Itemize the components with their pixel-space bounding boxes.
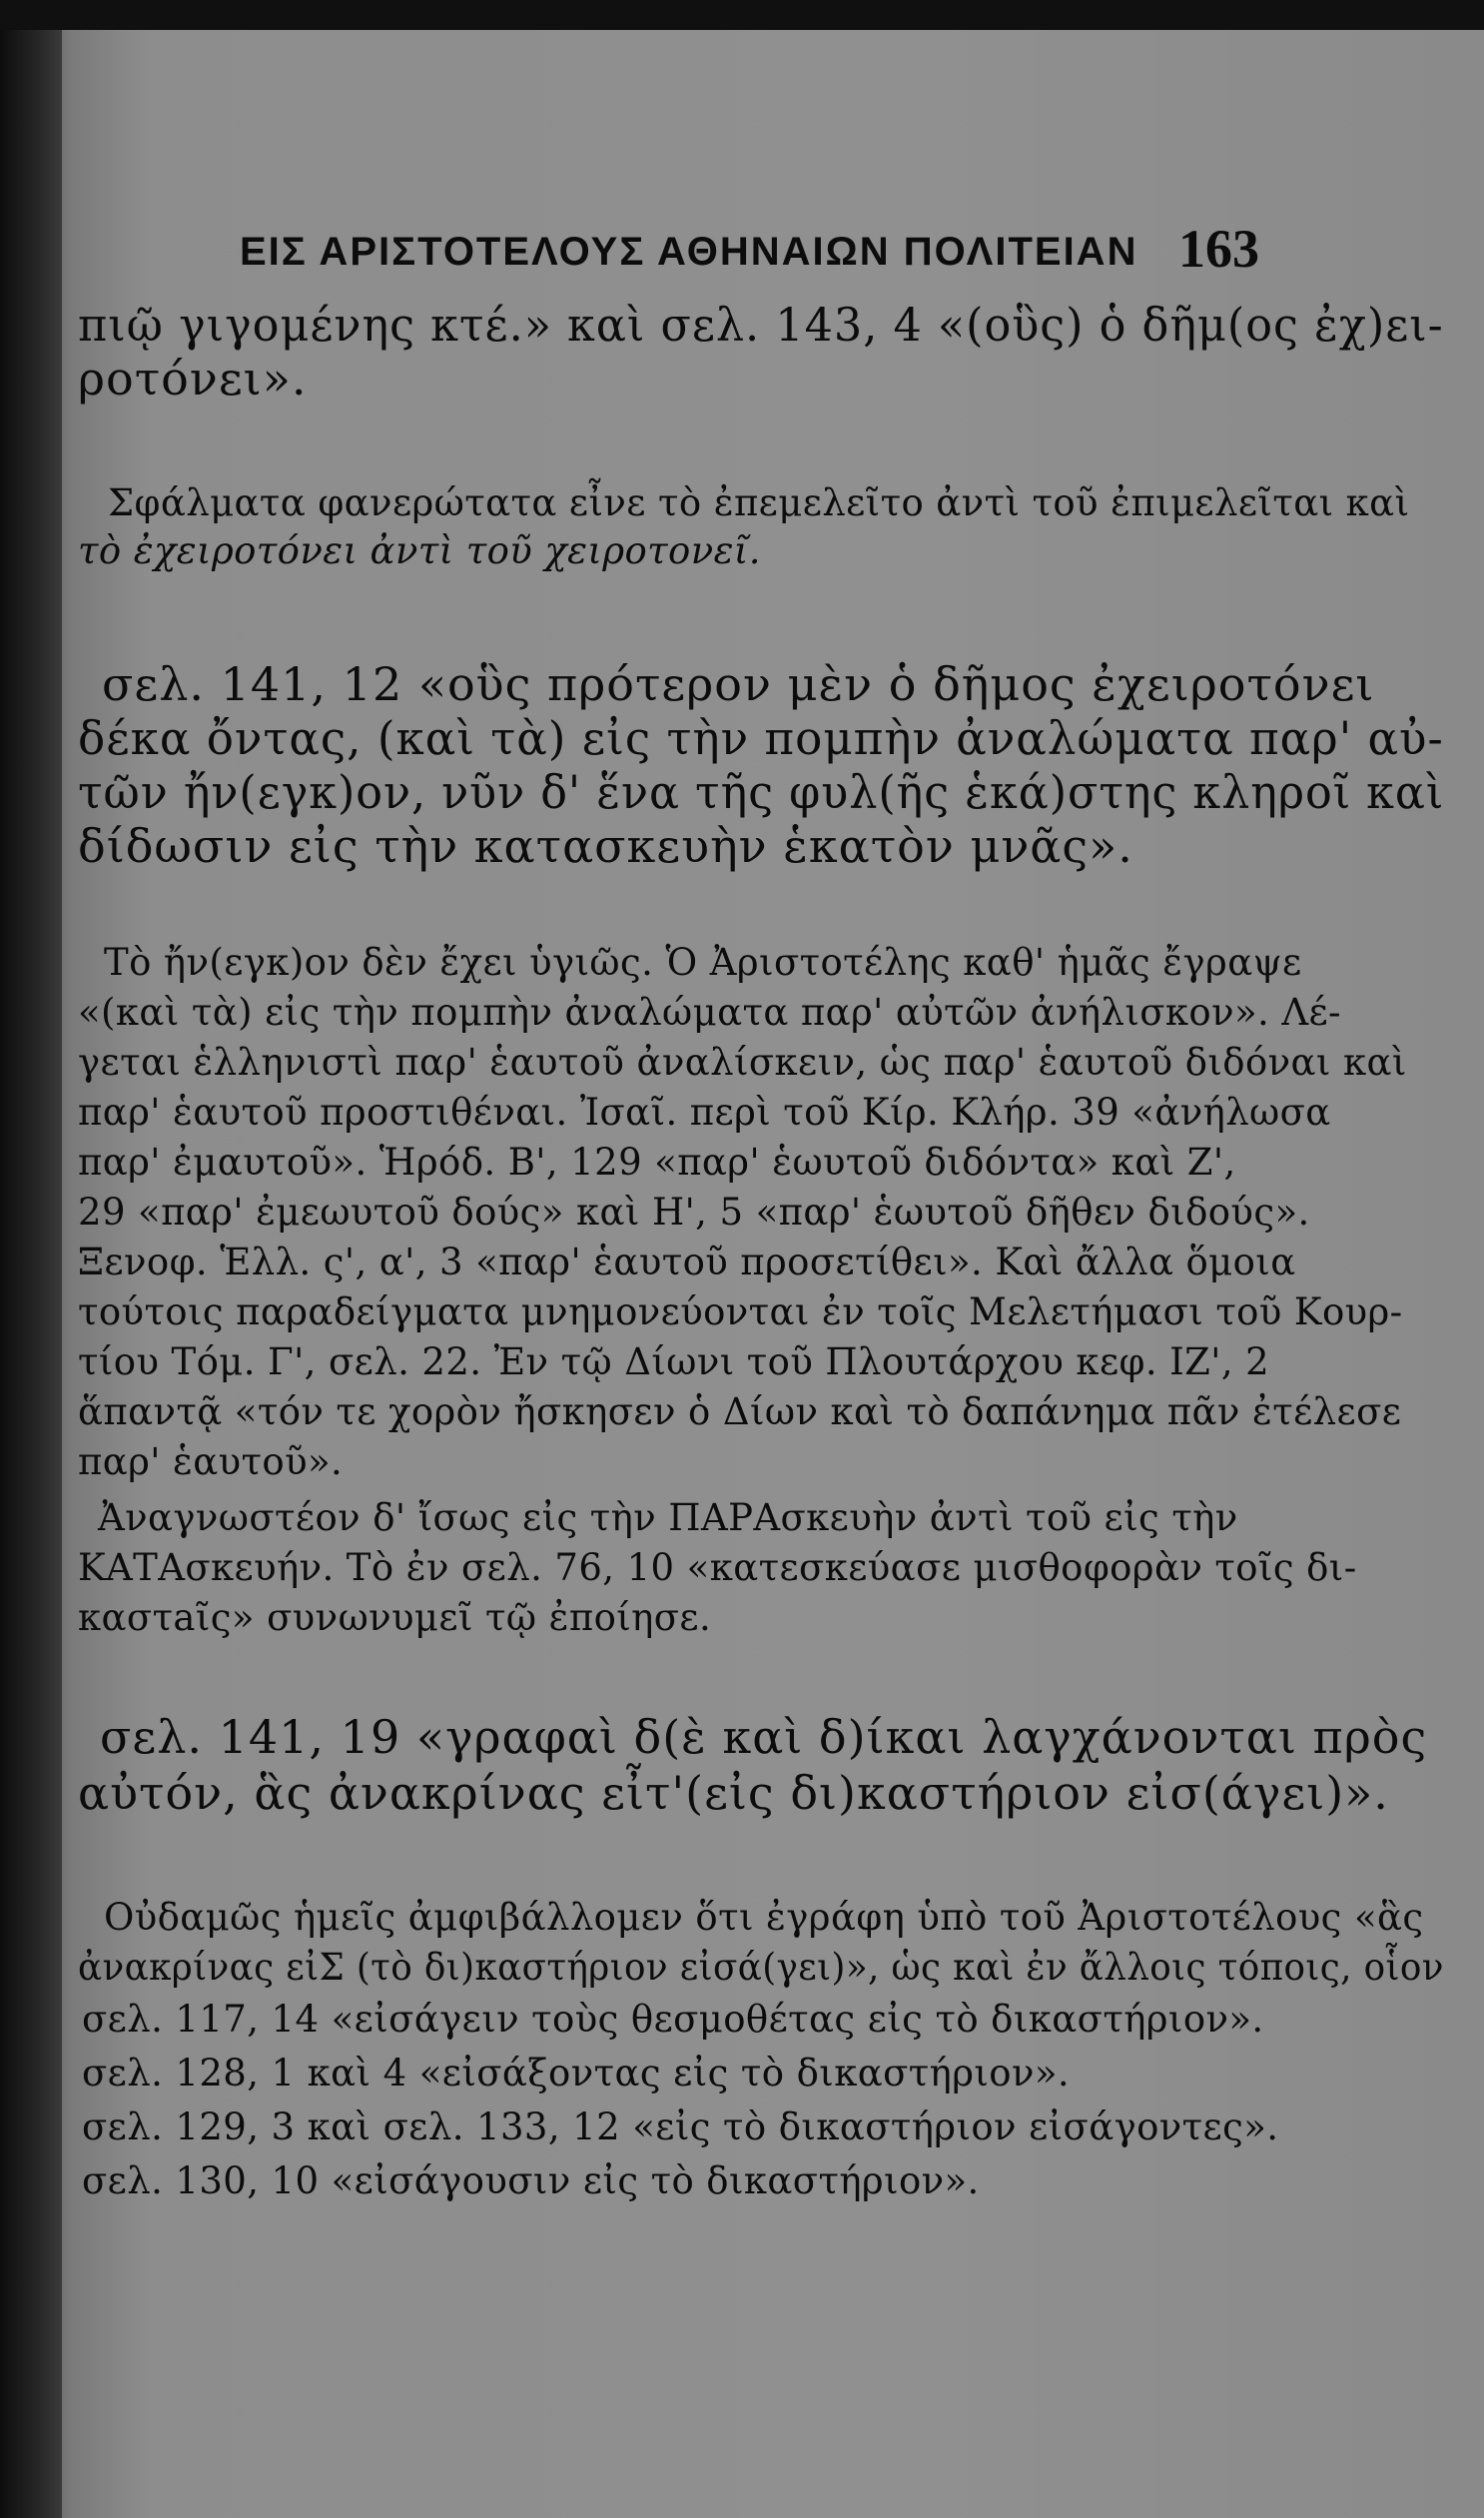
commentary-line: καστaῖς» συνωνυμεῖ τῷ ἐποίησε. <box>78 1596 712 1639</box>
quotation-line: αὐτόν, ἃς ἀνακρίνας εἶτ'(εἰς δι)καστήριον εἰσ(άγει)». <box>78 1766 1389 1820</box>
commentary-line: παρ' ἑαυτοῦ προστιθέναι. Ἰσαῖ. περὶ τοῦ Κίρ. Κλήρ. 39 «ἀνήλωσα <box>78 1091 1331 1134</box>
text-line: ροτόνει». <box>78 352 308 406</box>
quotation-line: δέκα ὄντας, (καὶ τὰ) εἰς τὴν πομπὴν ἀναλώματα παρ' αὐ- <box>78 711 1444 765</box>
scan-top-border <box>0 0 1484 30</box>
commentary-line: Τὸ ἤν(εγκ)ον δὲν ἔχει ὑγιῶς. Ὁ Ἀριστοτέλης καθ' ἡμᾶς ἔγραψε <box>104 941 1302 984</box>
commentary-line: σελ. 129, 3 καὶ σελ. 133, 12 «εἰς τὸ δικαστήριον εἰσάγοντες». <box>82 2105 1279 2148</box>
commentary-line: ἅπαντᾷ «τόν τε χορὸν ἤσκησεν ὁ Δίων καὶ τὸ δαπάνημα πᾶν ἐτέλεσε <box>78 1390 1402 1433</box>
commentary-line: τὸ ἐχειροτόνει ἀντὶ τοῦ χειροτονεῖ. <box>78 529 761 572</box>
book-spine-shadow <box>0 30 62 2518</box>
commentary-line: Ξενοφ. Ἑλλ. ς', α', 3 «παρ' ἑαυτοῦ προσετίθει». Καὶ ἄλλα ὅμοια <box>78 1241 1296 1283</box>
book-page <box>30 30 1484 2518</box>
commentary-line: Ἀναγνωστέον δ' ἴσως εἰς τὴν ΠΑΡΑσκευὴν ἀντὶ τοῦ εἰς τὴν <box>98 1496 1238 1539</box>
page-number: 163 <box>1178 219 1259 279</box>
commentary-line: τίου Τόμ. Γ', σελ. 22. Ἐν τῷ Δίωνι τοῦ Πλουτάρχου κεφ. ΙΖ', 2 <box>78 1340 1270 1383</box>
quotation-line: σελ. 141, 12 «οὓς πρότερον μὲν ὁ δῆμος ἐχειροτόνει <box>102 657 1375 711</box>
quotation-line: τῶν ἤν(εγκ)ον, νῦν δ' ἕνα τῆς φυλ(ῆς ἑκά)στης κληροῖ καὶ <box>78 765 1445 819</box>
running-title: ΕΙΣ ΑΡΙΣΤΟΤΕΛΟΥΣ ΑΘΗΝΑΙΩΝ ΠΟΛΙΤΕΙΑΝ <box>240 230 1138 274</box>
commentary-line: Οὐδαμῶς ἡμεῖς ἀμφιβάλλομεν ὅτι ἐγράφη ὑπὸ τοῦ Ἀριστοτέλους «ἃς <box>104 1896 1424 1939</box>
commentary-line: σελ. 117, 14 «εἰσάγειν τοὺς θεσμοθέτας εἰς τὸ δικαστήριον». <box>82 1998 1264 2041</box>
commentary-line: παρ' ἑαυτοῦ». <box>78 1440 344 1483</box>
text-line: πιῷ γιγομένης κτέ.» καὶ σελ. 143, 4 «(οὓς) ὁ δῆμ(ος ἐχ)ει- <box>78 298 1444 352</box>
commentary-line: σελ. 130, 10 «εἰσάγουσιν εἰς τὸ δικαστήριον». <box>82 2159 980 2202</box>
quotation-line: δίδωσιν εἰς τὴν κατασκευὴν ἑκατὸν μνᾶς». <box>78 819 1133 873</box>
commentary-line: «(καὶ τὰ) εἰς τὴν πομπὴν ἀναλώματα παρ' αὐτῶν ἀνήλισκον». Λέ- <box>78 991 1341 1034</box>
commentary-line: 29 «παρ' ἐμεωυτοῦ δούς» καὶ Η', 5 «παρ' ἑωυτοῦ δῆθεν διδούς». <box>78 1191 1310 1234</box>
commentary-line: Σφάλματα φανερώτατα εἶνε τὸ ἐπεμελεῖτο ἀντὶ τοῦ ἐπιμελεῖται καὶ <box>108 481 1410 524</box>
commentary-line: τούτοις παραδείγματα μνημονεύονται ἐν τοῖς Μελετήμασι τοῦ Κουρ- <box>78 1290 1403 1333</box>
commentary-line: γεται ἑλληνιστὶ παρ' ἑαυτοῦ ἀναλίσκειν, ὡς παρ' ἑαυτοῦ διδόναι καὶ <box>78 1041 1407 1084</box>
commentary-line: παρ' ἐμαυτοῦ». Ἡρόδ. Β', 129 «παρ' ἑωυτοῦ διδόντα» καὶ Ζ', <box>78 1141 1236 1184</box>
commentary-line: ΚΑΤΑσκευήν. Τὸ ἐν σελ. 76, 10 «κατεσκεύασε μισθοφορὰν τοῖς δι- <box>78 1546 1357 1589</box>
commentary-line: σελ. 128, 1 καὶ 4 «εἰσάξοντας εἰς τὸ δικαστήριον». <box>82 2052 1071 2095</box>
commentary-line: ἀνακρίνας εἰΣ (τὸ δι)καστήριον εἰσά(γει)», ὡς καὶ ἐν ἄλλοις τόποις, οἷον <box>78 1946 1444 1989</box>
quotation-line: σελ. 141, 19 «γραφαὶ δ(ὲ καὶ δ)ίκαι λαγχάνονται πρὸς <box>100 1710 1428 1764</box>
